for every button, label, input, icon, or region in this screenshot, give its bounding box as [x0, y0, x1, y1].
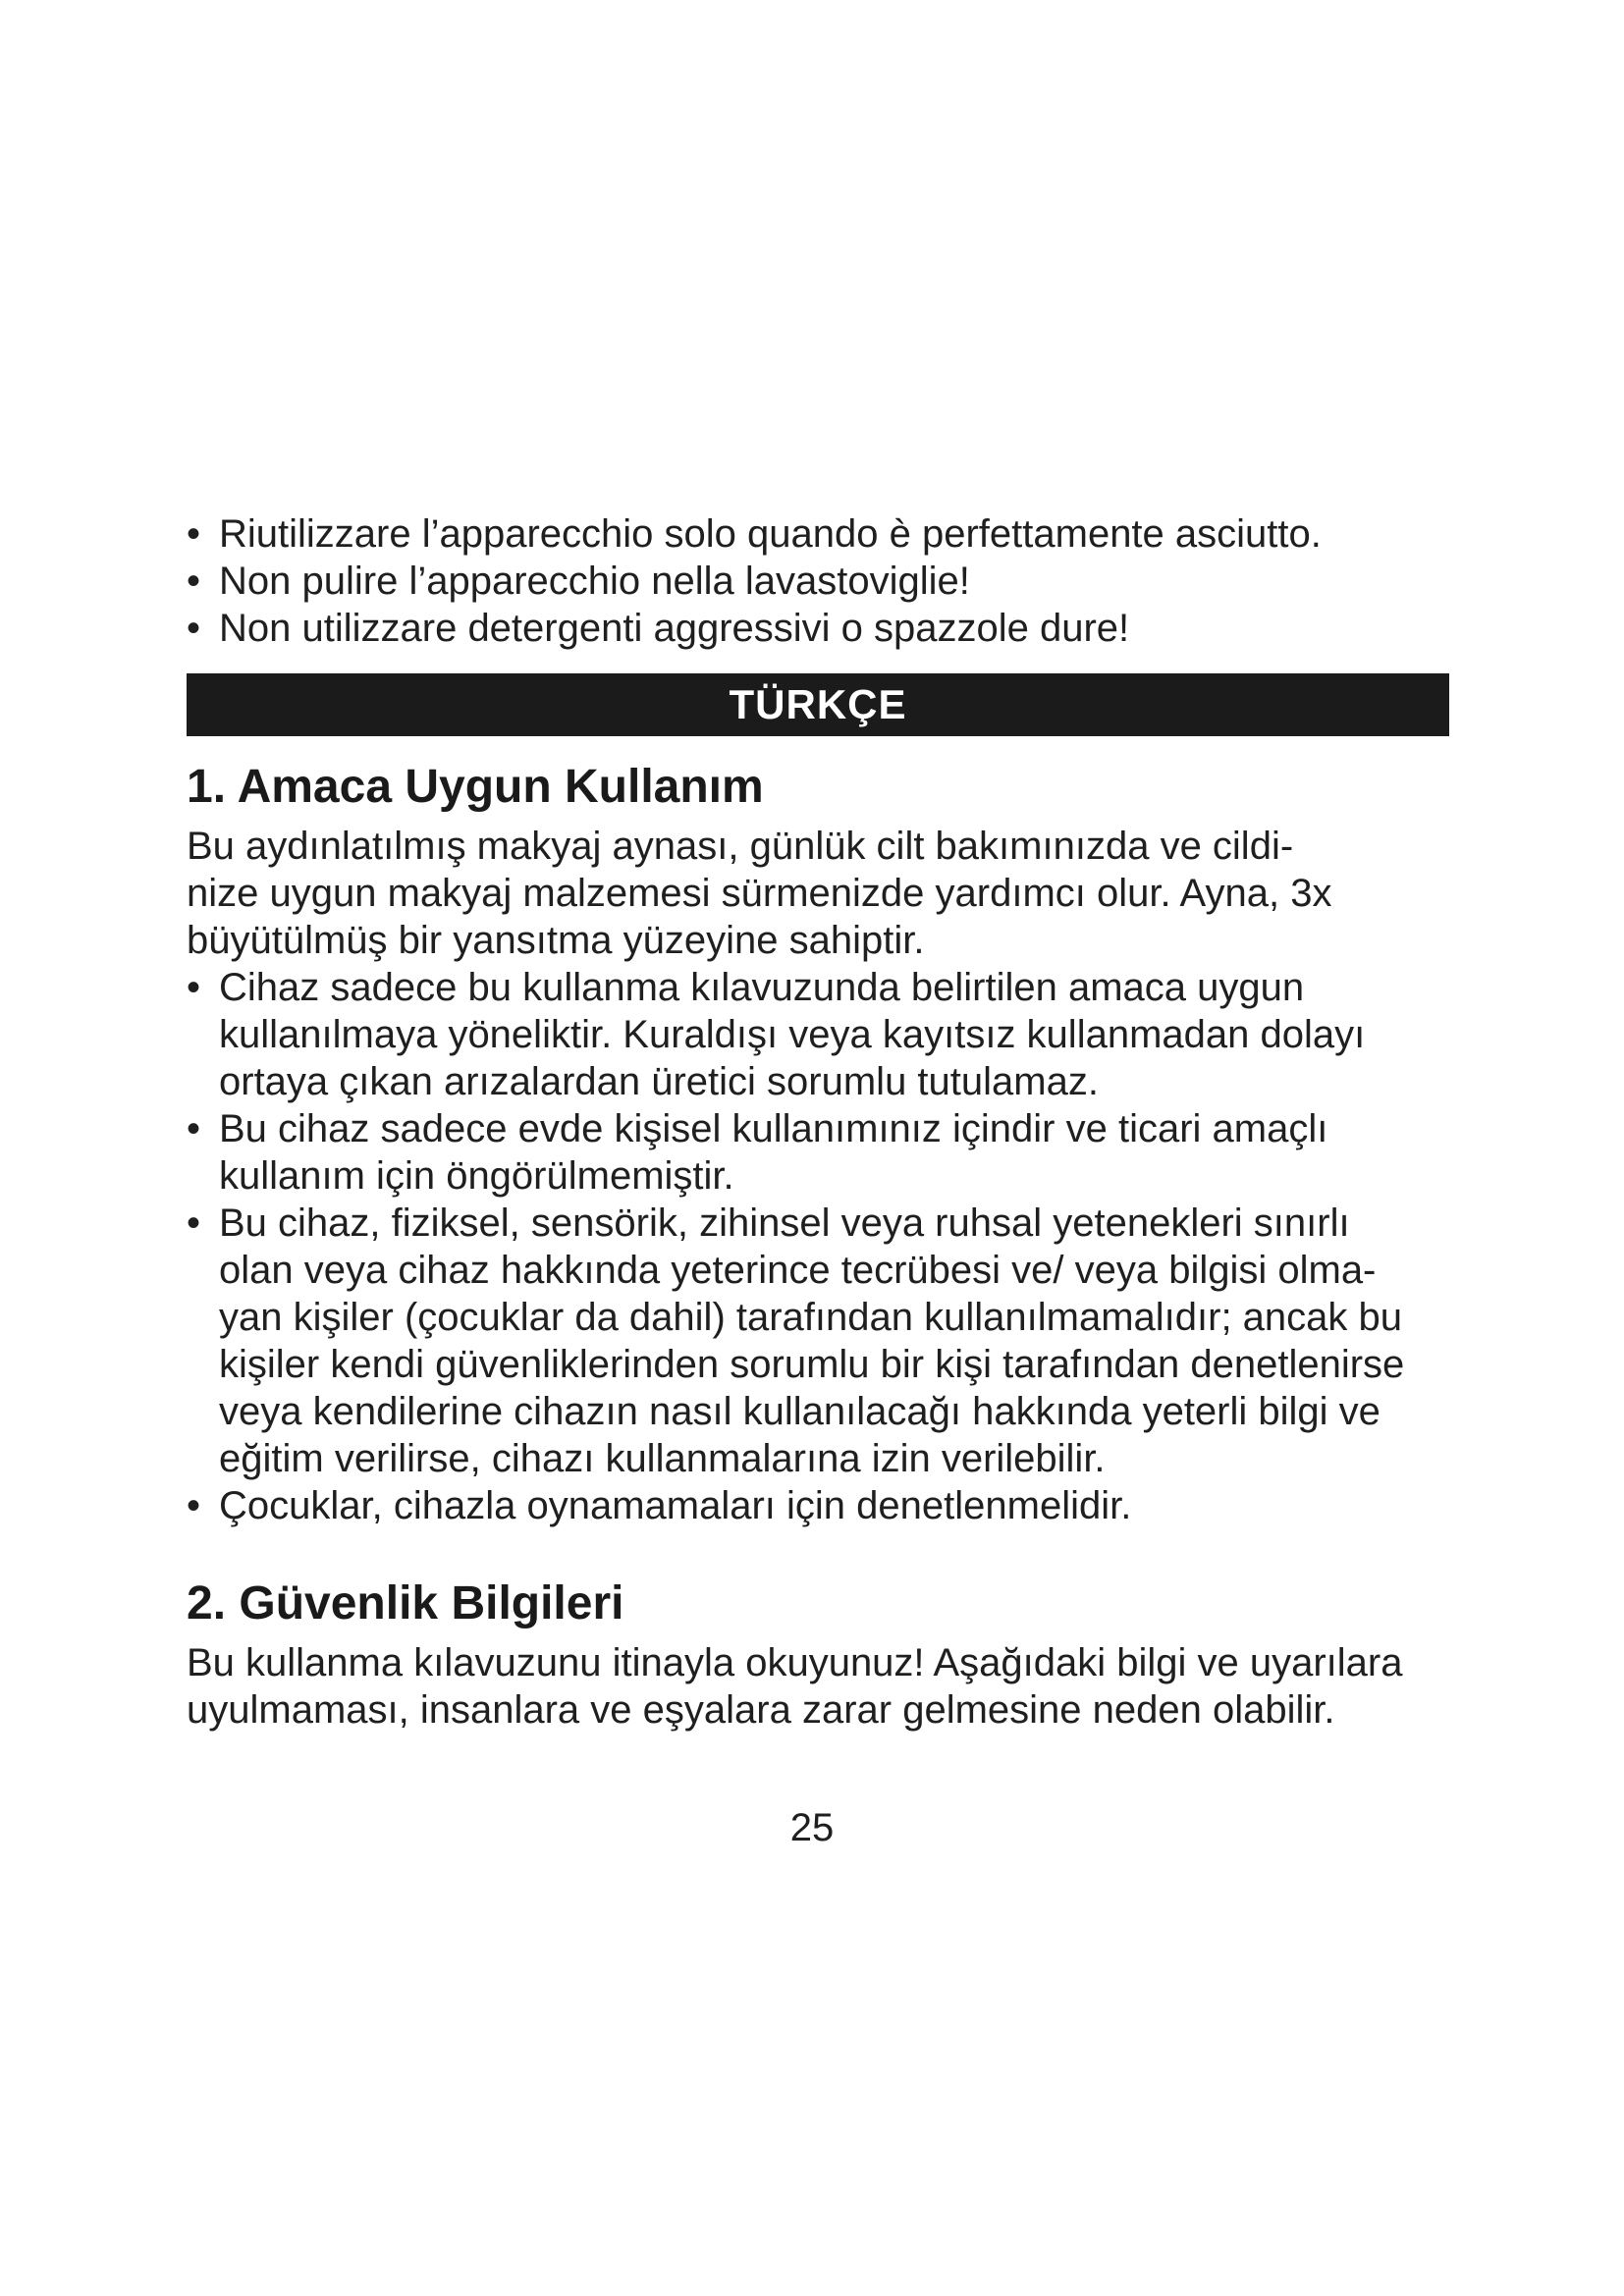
list-item-line: kullanılmaya yöneliktir. Kuraldışı veya kayıtsız kullanmadan dolayı [219, 1013, 1366, 1056]
intended-use-intro [187, 823, 1453, 964]
safety-intro [187, 1639, 1453, 1734]
list-item [187, 964, 1453, 1105]
paragraph-line: büyütülmüş bir yansıtma yüzeyine sahiptir. [187, 919, 925, 962]
section-heading-intended-use: 1. Amaca Uygun Kullanım [187, 761, 764, 813]
list-item [187, 1200, 1453, 1482]
list-item [187, 510, 1453, 558]
list-item-line: eğitim verilirse, cihazı kullanmalarına izin verilebilir. [219, 1437, 1106, 1480]
list-item [187, 1482, 1453, 1529]
intended-use-bullet-list [187, 964, 1453, 1529]
section-heading-safety: 2. Güvenlik Bilgileri [187, 1577, 624, 1629]
list-item-line: ortaya çıkan arızalardan üretici sorumlu tutulamaz. [219, 1060, 1099, 1103]
language-section-banner: TÜRKÇE [187, 673, 1449, 736]
list-item-line [187, 1200, 1453, 1247]
bullet-dot: • [187, 1484, 201, 1527]
list-item-line [187, 1105, 1453, 1152]
list-item-text: Bu cihaz sadece evde kişisel kullanımınız içindir ve ticari amaçlı [219, 1107, 1328, 1150]
list-item-text: Bu cihaz, fiziksel, sensörik, zihinsel veya ruhsal yetenekleri sınırlı [219, 1201, 1350, 1245]
bullet-dot: • [187, 607, 201, 650]
paragraph-line: Bu kullanma kılavuzunu itinayla okuyunuz! Aşağıdaki bilgi ve uyarılara [187, 1641, 1403, 1684]
bullet-dot: • [187, 512, 201, 556]
list-item-line [187, 1482, 1453, 1529]
paragraph-line: Bu aydınlatılmış makyaj aynası, günlük cilt bakımınızda ve cildi- [187, 825, 1294, 868]
bullet-dot: • [187, 1107, 201, 1150]
list-item-text: Non utilizzare detergenti aggressivi o spazzole dure! [219, 607, 1130, 650]
italian-bullet-list [187, 510, 1453, 652]
list-item [187, 605, 1453, 652]
paragraph-line: uyulmaması, insanlara ve eşyalara zarar gelmesine neden olabilir. [187, 1688, 1335, 1732]
list-item-text: Cihaz sadece bu kullanma kılavuzunda belirtilen amaca uygun [219, 966, 1305, 1009]
page-number: 25 [789, 1806, 835, 1849]
bullet-dot: • [187, 1201, 201, 1245]
manual-page-content [187, 510, 1453, 1734]
list-item-line: kullanım için öngörülmemiştir. [219, 1154, 734, 1198]
bullet-dot: • [187, 560, 201, 603]
paragraph-line: nize uygun makyaj malzemesi sürmenizde yardımcı olur. Ayna, 3x [187, 872, 1332, 915]
bullet-dot: • [187, 966, 201, 1009]
list-item-line: kişiler kendi güvenliklerinden sorumlu bir kişi tarafından denetlenirse [219, 1343, 1405, 1386]
list-item-line: yan kişiler (çocuklar da dahil) tarafından kullanılmamalıdır; ancak bu [219, 1296, 1403, 1339]
list-item-text: Riutilizzare l’apparecchio solo quando è perfettamente asciutto. [219, 512, 1322, 556]
list-item-line: veya kendilerine cihazın nasıl kullanılacağı hakkında yeterli bilgi ve [219, 1390, 1380, 1433]
list-item-text: Çocuklar, cihazla oynamamaları için denetlenmelidir. [219, 1484, 1132, 1527]
list-item-line [187, 964, 1453, 1011]
list-item-text: Non pulire l’apparecchio nella lavastoviglie! [219, 560, 970, 603]
list-item [187, 558, 1453, 605]
list-item-line: olan veya cihaz hakkında yeterince tecrübesi ve/ veya bilgisi olma- [219, 1249, 1377, 1292]
list-item [187, 1105, 1453, 1200]
